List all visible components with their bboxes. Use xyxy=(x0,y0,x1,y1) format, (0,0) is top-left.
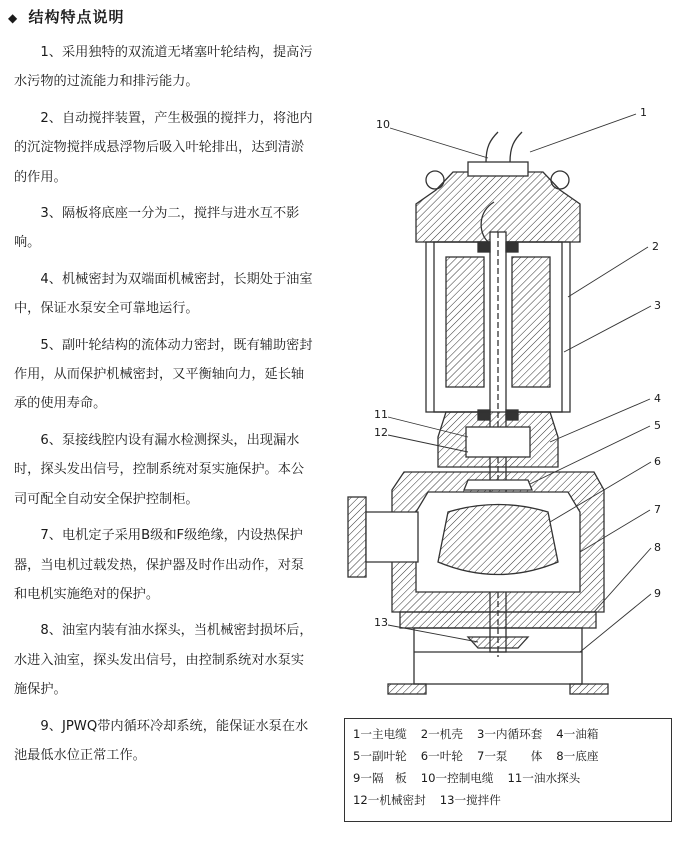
feature-paragraph-5: 5、副叶轮结构的流体动力密封，既有辅助密封作用，从而保护机械密封，又平衡轴向力，延长轴承的使用寿命。 xyxy=(14,337,313,412)
callout-4: 4 xyxy=(654,392,661,405)
legend-item: 11一油水探头 xyxy=(507,771,581,785)
callout-9: 9 xyxy=(654,587,661,600)
discharge-flange xyxy=(348,497,366,577)
pump-cross-section-diagram xyxy=(318,92,674,712)
section-title: 结构特点说明 xyxy=(28,8,125,26)
legend-item: 9一隔 板 xyxy=(353,771,407,785)
legend-row xyxy=(353,745,663,767)
callout-11: 11 xyxy=(374,408,388,421)
feature-paragraph-8: 8、油室内装有油水探头，当机械密封损坏后，水进入油室，探头发出信号，由控制系统对水泵实施保护。 xyxy=(14,623,313,698)
mechanical-seal xyxy=(466,427,530,457)
callout-1: 1 xyxy=(640,106,647,119)
discharge-pipe xyxy=(366,512,418,562)
pump-drawing xyxy=(318,92,674,712)
legend-row xyxy=(353,723,663,745)
feature-list xyxy=(14,38,314,777)
feature-paragraph-6: 6、泵接线腔内设有漏水检测探头，出现漏水时，探头发出信号，控制系统对泵实施保护。本公司可配全自动安全保护控制柜。 xyxy=(14,432,305,507)
feature-paragraph-4: 4、机械密封为双端面机械密封，长期处于油室中，保证水泵安全可靠地运行。 xyxy=(14,271,313,317)
callout-10: 10 xyxy=(376,118,390,131)
leader-1 xyxy=(530,114,636,152)
parts-legend xyxy=(344,718,672,822)
callout-6: 6 xyxy=(654,455,661,468)
callout-7: 7 xyxy=(654,503,661,516)
legend-item: 7一泵 体 xyxy=(476,749,543,763)
callout-13: 13 xyxy=(374,616,388,629)
legend-item: 4一油箱 xyxy=(556,727,599,741)
feature-paragraph-9: 9、JPWQ带内循环冷却系统，能保证水泵在水池最低水位正常工作。 xyxy=(14,718,309,763)
legend-item: 3一内循环套 xyxy=(476,727,543,741)
legend-row xyxy=(353,789,663,811)
stator-left xyxy=(446,257,484,387)
legend-item: 5一副叶轮 xyxy=(353,749,407,763)
stator-right xyxy=(512,257,550,387)
foot-right xyxy=(570,684,608,694)
leader-3 xyxy=(564,306,651,352)
feature-paragraph-1: 1、采用独特的双流道无堵塞叶轮结构，提高污水污物的过流能力和排污能力。 xyxy=(14,45,313,90)
callout-12: 12 xyxy=(374,426,388,439)
diamond-icon: ◆ xyxy=(8,11,19,25)
leader-4 xyxy=(550,399,650,442)
leader-10 xyxy=(390,128,488,158)
foot-left xyxy=(388,684,426,694)
legend-item: 2一机壳 xyxy=(420,727,463,741)
legend-item: 8一底座 xyxy=(556,749,599,763)
main-cable xyxy=(510,132,522,162)
legend-item: 12一机械密封 xyxy=(353,793,426,807)
legend-item: 10一控制电缆 xyxy=(420,771,494,785)
feature-paragraph-7: 7、电机定子采用B级和F级绝缘，内设热保护器，当电机过载发热，保护器及时作出动作，对泵和电机实施绝对的保护。 xyxy=(14,528,305,602)
legend-item: 1一主电缆 xyxy=(353,727,407,741)
legend-row xyxy=(353,767,663,789)
callout-8: 8 xyxy=(654,541,661,554)
callout-5: 5 xyxy=(654,419,661,432)
agitator xyxy=(468,637,528,648)
callout-2: 2 xyxy=(652,240,659,253)
callout-3: 3 xyxy=(654,299,661,312)
leader-2 xyxy=(568,247,648,297)
base-plate xyxy=(400,612,596,628)
bearing-top-right xyxy=(506,242,518,252)
impeller xyxy=(438,505,558,575)
bearing-top-left xyxy=(478,242,490,252)
cable-gland xyxy=(468,162,528,176)
feature-paragraph-3: 3、隔板将底座一分为二，搅拌与进水互不影响。 xyxy=(14,206,300,251)
feature-paragraph-2: 2、自动搅拌装置，产生极强的搅拌力，将池内的沉淀物搅拌成悬浮物后吸入叶轮排出，达到清淤的作用。 xyxy=(14,110,313,185)
auxiliary-impeller xyxy=(464,480,532,490)
legend-item: 13一搅拌件 xyxy=(439,793,501,807)
legend-item: 6一叶轮 xyxy=(420,749,463,763)
section-header xyxy=(8,6,124,27)
